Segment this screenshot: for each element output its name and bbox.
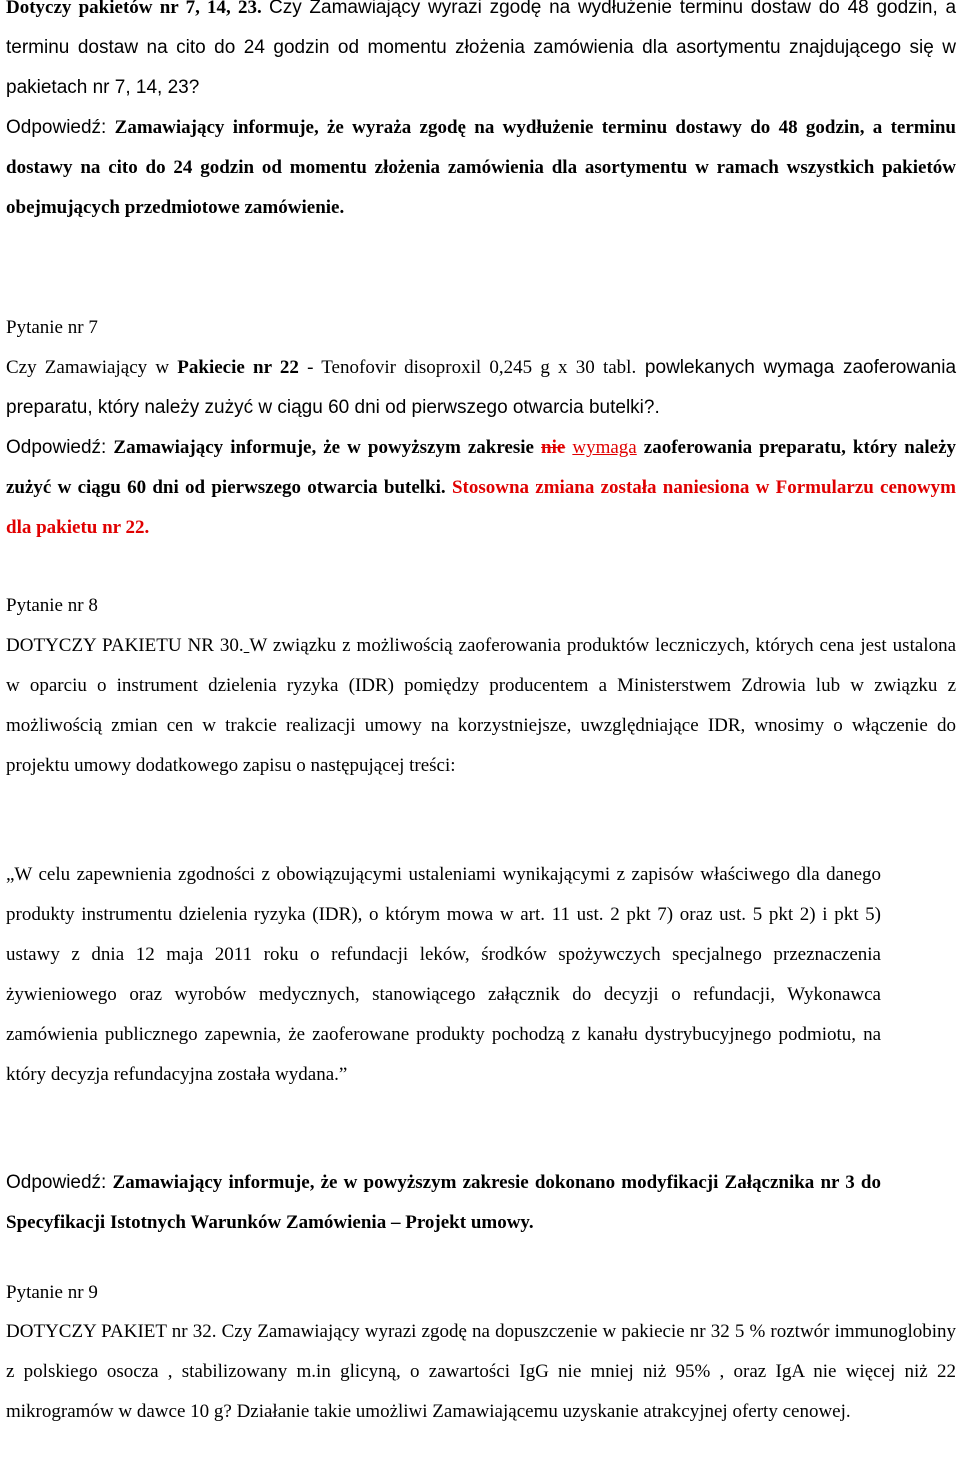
answer-paragraph-7: Odpowiedź: Zamawiający informuje, że w powyższym zakresie nie wymaga zaoferowania preparatu, który należy zużyć w ciągu 60 dni od pierwszego otwarcia butelki. Stosowna zmiana została naniesiona w Formularzu cenowym dla pakietu nr 22. — [6, 437, 957, 538]
proposed-clause-quote: „W celu zapewnienia zgodności z obowiązującymi ustaleniami wynikającymi z zapisów właściwego dla danego produkty instrumentu dzielenia ryzyka (IDR), o którym mowa w art. 11 ust. 2 pkt 7) oraz ust. 5 pkt 2) i pkt 5) ustawy z dnia 12 maja 2011 roku o refundacji leków, środków spożywczych specjalnego przeznaczenia żywieniowego oraz wyrobów medycznych, stanowiącego załącznik do decyzji o refundacji, Wykonawca zamówienia publicznego zapewnia, że zaoferowane produkty pochodzą z kanału dystrybucyjnego podmiotu, na który decyzja refundacyjna została wydana.” — [6, 864, 881, 1085]
question-8-text: DOTYCZY PAKIETU NR 30. W związku z możliwością zaoferowania produktów leczniczych, których cena jest ustalona w oparciu o instrument dzielenia ryzyka (IDR) pomiędzy producentem a Ministerstwem Zdrowia lub w związku z możliwością zmian cen w trakcie realizacji umowy na korzystniejsze, uwzględniające IDR, wnosimy o włączenie do projektu umowy dodatkowego zapisu o następującej treści: — [6, 635, 957, 776]
question-9-text: DOTYCZY PAKIET nr 32. Czy Zamawiający wyrazi zgodę na dopuszczenie w pakiecie nr 32 5 % roztwór immunoglobiny z polskiego osocza , stabilizowany m.in glicyną, o zawartości IgG nie mniej niż 95% , oraz IgA nie więcej niż 22 mikrogramów w dawce 10 g? Działanie takie umożliwi Zamawiającemu uzyskanie atrakcyjnej oferty cenowej. — [6, 1321, 956, 1422]
answer-paragraph-1 — [6, 108, 956, 228]
question-7-title: Pytanie nr 7 — [6, 317, 98, 338]
answer-label: Odpowiedź: — [6, 1172, 107, 1193]
answer-label: Odpowiedź: — [6, 117, 107, 138]
question-8-title: Pytanie nr 8 — [6, 595, 98, 616]
question-7-text: Czy Zamawiający w Pakiecie nr 22 - Tenofovir disoproxil 0,245 g x 30 tabl. powlekanych wymaga zaoferowania preparatu, który należy zużyć w ciągu 60 dni od pierwszego otwarcia butelki?. — [6, 357, 957, 418]
package-reference: Pakiecie nr 22 — [177, 357, 299, 378]
answer-paragraph-8: Odpowiedź: Zamawiający informuje, że w powyższym zakresie dokonano modyfikacji Załącznika nr 3 do Specyfikacji Istotnych Warunków Zamówienia – Projekt umowy. — [6, 1172, 881, 1233]
package-heading: DOTYCZY PAKIETU NR 30. — [6, 635, 244, 656]
question-9-title: Pytanie nr 9 — [6, 1282, 98, 1303]
paragraph-pakiety-7-14-23 — [6, 0, 956, 108]
change-note: Stosowna zmiana została naniesiona w Formularzu cenowym dla pakietu nr 22. — [6, 477, 956, 538]
answer-text: Zamawiający informuje, że wyraża zgodę na wydłużenie terminu dostawy do 48 godzin, a terminu dostawy na cito do 24 godzin od momentu złożenia zamówienia dla asortymentu w ramach wszystkich pakietów obejmujących przedmiotowe zamówienie. — [6, 117, 956, 218]
question-text: Czy Zamawiający wyrazi zgodę na wydłużenie terminu dostaw do 48 godzin, a terminu dostaw na cito do 24 godzin od momentu złożenia zamówienia dla asortymentu znajdującego się w pakietach nr 7, 14, 23? — [6, 0, 957, 98]
question-heading: Dotyczy pakietów nr 7, 14, 23. — [6, 0, 262, 18]
inserted-word: wymaga — [572, 437, 637, 458]
answer-label: Odpowiedź: — [6, 437, 107, 458]
deleted-word: nie — [541, 437, 566, 458]
